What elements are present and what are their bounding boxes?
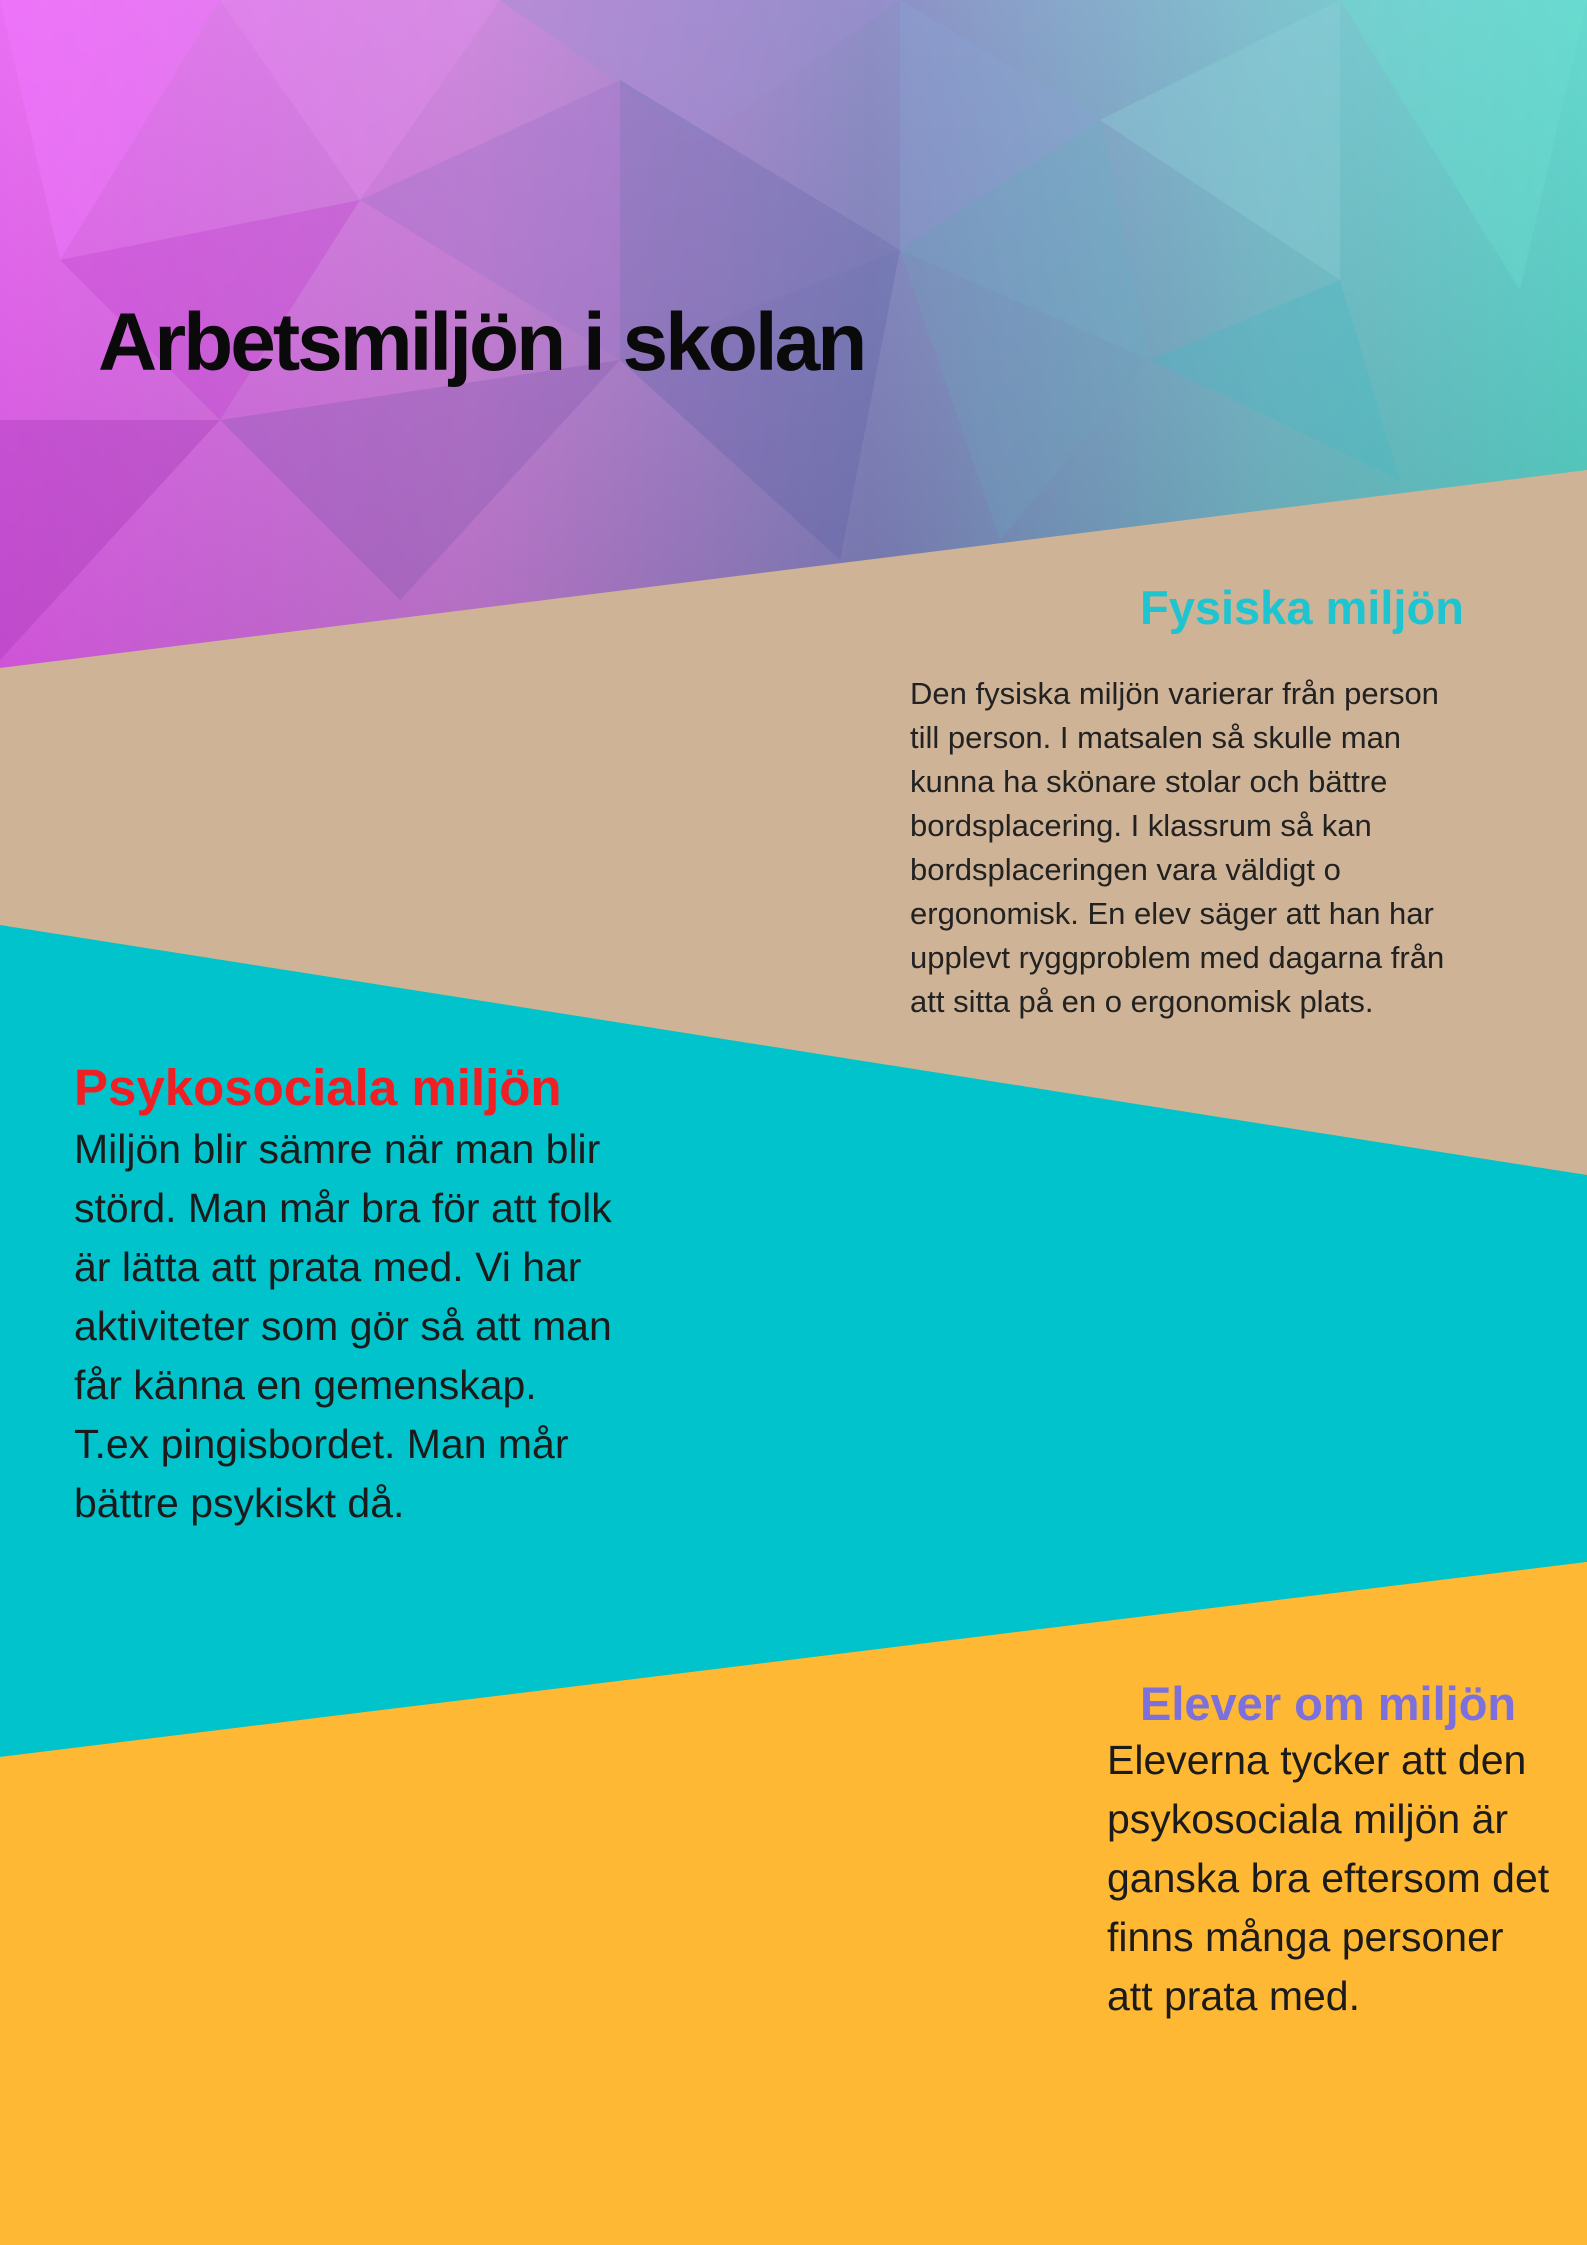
elever-body: Eleverna tycker att den psykosociala miljön är ganska bra eftersom det finns många personer att prata med. [1107,1737,1550,2019]
fysiska-heading: Fysiska miljön [1140,581,1464,634]
fysiska-body: Den fysiska miljön varierar från person till person. I matsalen så skulle man kunna ha skönare stolar och bättre bordsplacering. I klassrum så kan bordsplaceringen vara väldigt o ergonomisk. En elev säger att han har upplevt ryggproblem med dagarna från att sitta på en o ergonomisk plats. [910,676,1445,1019]
elever-heading: Elever om miljön [1140,1677,1517,1730]
page-title: Arbetsmiljön i skolan [98,297,865,388]
psykosociala-body: Miljön blir sämre när man blir störd. Man mår bra för att folk är lätta att prata med. Vi har aktiviteter som gör så att man får känna en gemenskap. T.ex pingisbordet. Man mår bättre psykiskt då. [74,1126,612,1526]
psykosociala-heading: Psykosociala miljön [74,1059,562,1116]
